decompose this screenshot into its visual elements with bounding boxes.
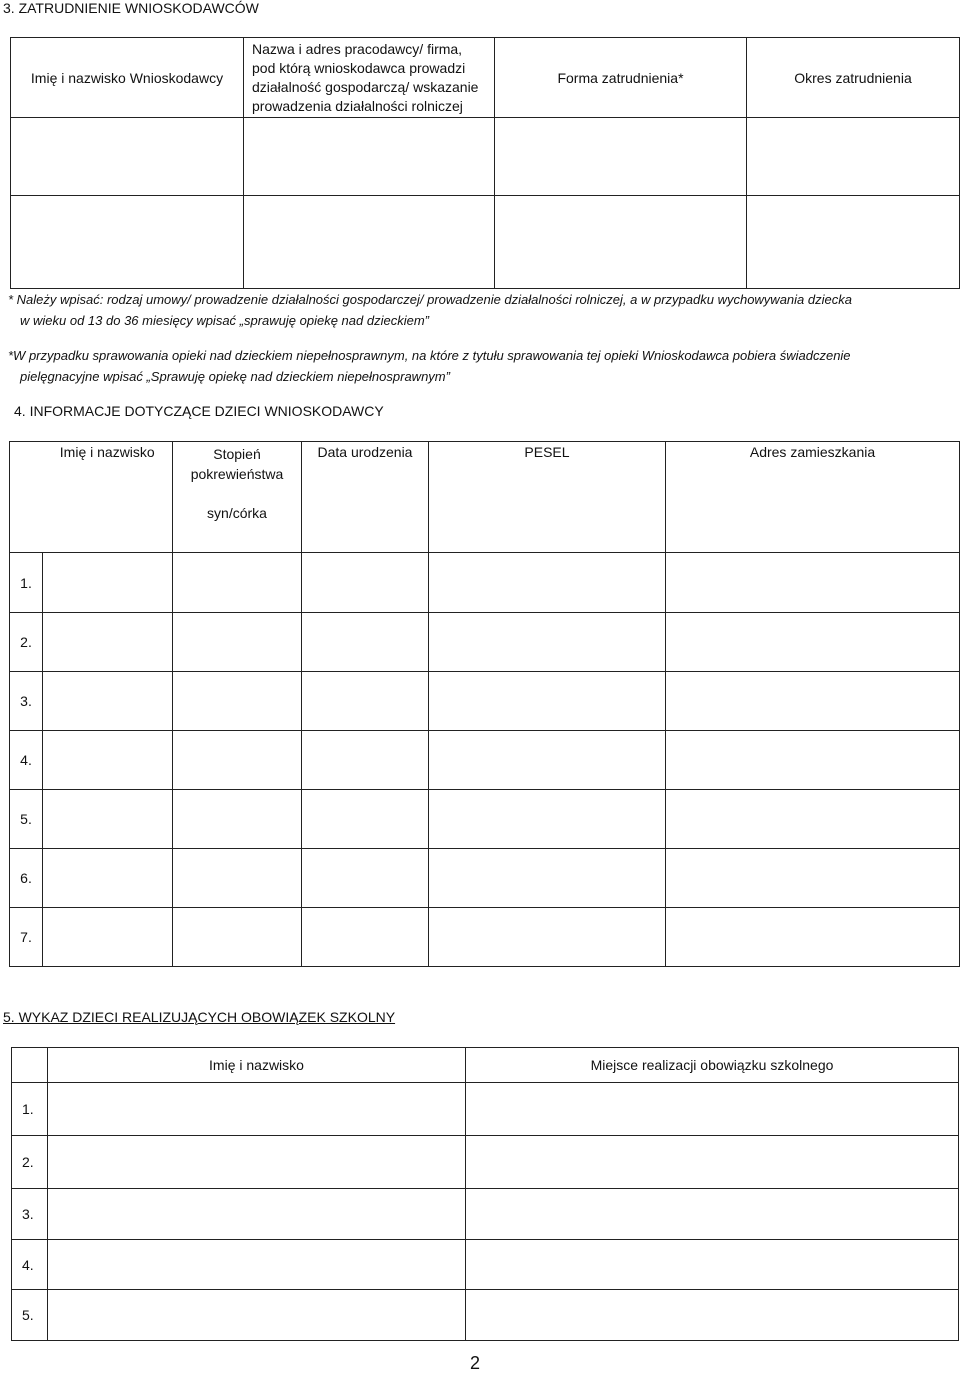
- child-birth-cell[interactable]: [302, 613, 429, 672]
- note2-line2: pielęgnacyjne wpisać „Sprawuję opiekę nad dzieckiem niepełnosprawnym”: [20, 369, 450, 384]
- child-relation-cell[interactable]: [173, 849, 302, 908]
- employment-col-applicant: Imię i nazwisko Wnioskodawcy: [11, 38, 244, 118]
- employment-col-employer: [244, 38, 495, 118]
- school-name-cell[interactable]: [48, 1083, 466, 1136]
- children-col-name: Imię i nazwisko: [43, 442, 173, 553]
- children-table: [9, 441, 960, 967]
- child-birth-cell[interactable]: [302, 908, 429, 967]
- child-relation-cell[interactable]: [173, 790, 302, 849]
- note-disabled-child: [8, 345, 958, 387]
- child-birth-cell[interactable]: [302, 731, 429, 790]
- children-col-pesel: PESEL: [429, 442, 666, 553]
- school-row: [12, 1083, 959, 1136]
- child-pesel-cell[interactable]: [429, 731, 666, 790]
- children-col-address: Adres zamieszkania: [666, 442, 960, 553]
- school-name-cell[interactable]: [48, 1136, 466, 1189]
- school-row-number: 3.: [12, 1189, 48, 1240]
- child-pesel-cell[interactable]: [429, 908, 666, 967]
- child-pesel-cell[interactable]: [429, 849, 666, 908]
- school-place-cell[interactable]: [466, 1083, 959, 1136]
- employment-cell[interactable]: [495, 196, 747, 289]
- employment-row-2: [11, 196, 960, 289]
- school-place-cell[interactable]: [466, 1240, 959, 1290]
- employer-line-4: prowadzenia działalności rolniczej: [252, 97, 463, 114]
- school-name-cell[interactable]: [48, 1189, 466, 1240]
- children-col-relation: [173, 442, 302, 553]
- child-address-cell[interactable]: [666, 553, 960, 613]
- children-col-birth: Data urodzenia: [302, 442, 429, 553]
- children-row-number: 4.: [10, 731, 43, 790]
- children-row-number: 1.: [10, 553, 43, 613]
- employment-cell[interactable]: [495, 118, 747, 196]
- relation-line-2: pokrewieństwa: [190, 466, 284, 482]
- child-name-cell[interactable]: [43, 672, 173, 731]
- school-col-place: Miejsce realizacji obowiązku szkolnego: [466, 1048, 959, 1083]
- section5-heading: 5. WYKAZ DZIECI REALIZUJĄCYCH OBOWIĄZEK SZKOLNY: [3, 1009, 396, 1025]
- child-pesel-cell[interactable]: [429, 613, 666, 672]
- school-col-name: Imię i nazwisko: [48, 1048, 466, 1083]
- child-address-cell[interactable]: [666, 672, 960, 731]
- school-row-number: 2.: [12, 1136, 48, 1189]
- child-relation-cell[interactable]: [173, 908, 302, 967]
- child-name-cell[interactable]: [43, 731, 173, 790]
- children-header-row: [10, 442, 960, 553]
- school-table: [11, 1047, 959, 1341]
- school-header-row: [12, 1048, 959, 1083]
- child-relation-cell[interactable]: [173, 672, 302, 731]
- school-name-cell[interactable]: [48, 1240, 466, 1290]
- school-row: [12, 1189, 959, 1240]
- children-row: [10, 908, 960, 967]
- note2-line1: *W przypadku sprawowania opieki nad dzieckiem niepełnosprawnym, na które z tytułu sprawowania tej opieki Wnioskodawca pobiera świadczenie: [8, 348, 851, 363]
- school-row: [12, 1290, 959, 1341]
- children-row-number: 7.: [10, 908, 43, 967]
- child-name-cell[interactable]: [43, 908, 173, 967]
- note-employment-form: [8, 289, 958, 331]
- school-place-cell[interactable]: [466, 1136, 959, 1189]
- employment-cell[interactable]: [11, 118, 244, 196]
- employment-header-row: [11, 38, 960, 118]
- child-address-cell[interactable]: [666, 613, 960, 672]
- page-number: 2: [470, 1353, 481, 1373]
- employment-cell[interactable]: [11, 196, 244, 289]
- child-birth-cell[interactable]: [302, 849, 429, 908]
- child-pesel-cell[interactable]: [429, 790, 666, 849]
- child-relation-cell[interactable]: [173, 731, 302, 790]
- employment-row-1: [11, 118, 960, 196]
- school-row-number: 4.: [12, 1240, 48, 1290]
- child-birth-cell[interactable]: [302, 553, 429, 613]
- employer-line-2: pod którą wnioskodawca prowadzi: [252, 59, 466, 76]
- child-pesel-cell[interactable]: [429, 553, 666, 613]
- children-row: [10, 553, 960, 613]
- school-row: [12, 1240, 959, 1290]
- children-row: [10, 672, 960, 731]
- school-place-cell[interactable]: [466, 1290, 959, 1341]
- employment-col-form: Forma zatrudnienia*: [495, 38, 747, 118]
- child-address-cell[interactable]: [666, 849, 960, 908]
- relation-line-1: Stopień: [213, 446, 261, 462]
- section3-heading: 3. ZATRUDNIENIE WNIOSKODAWCÓW: [3, 0, 259, 16]
- child-address-cell[interactable]: [666, 790, 960, 849]
- child-address-cell[interactable]: [666, 908, 960, 967]
- employment-cell[interactable]: [747, 196, 960, 289]
- employment-table: [10, 37, 960, 289]
- child-name-cell[interactable]: [43, 613, 173, 672]
- employment-cell[interactable]: [244, 196, 495, 289]
- child-address-cell[interactable]: [666, 731, 960, 790]
- employer-line-3: działalność gospodarczą/ wskazanie: [252, 78, 479, 95]
- child-name-cell[interactable]: [43, 790, 173, 849]
- child-name-cell[interactable]: [43, 849, 173, 908]
- child-relation-cell[interactable]: [173, 553, 302, 613]
- children-row: [10, 849, 960, 908]
- children-row: [10, 613, 960, 672]
- children-row: [10, 790, 960, 849]
- child-birth-cell[interactable]: [302, 672, 429, 731]
- children-row-number: 5.: [10, 790, 43, 849]
- employment-col-period: Okres zatrudnienia: [747, 38, 960, 118]
- school-row: [12, 1136, 959, 1189]
- children-row-number: 6.: [10, 849, 43, 908]
- school-name-cell[interactable]: [48, 1290, 466, 1341]
- children-row-number: 3.: [10, 672, 43, 731]
- employer-line-1: Nazwa i adres pracodawcy/ firma,: [252, 40, 463, 57]
- child-pesel-cell[interactable]: [429, 672, 666, 731]
- child-name-cell[interactable]: [43, 553, 173, 613]
- school-place-cell[interactable]: [466, 1189, 959, 1240]
- note1-line1: * Należy wpisać: rodzaj umowy/ prowadzenie działalności gospodarczej/ prowadzenie działalności rolniczej, a w przypadku wychowywania dziecka: [8, 292, 852, 307]
- child-relation-cell[interactable]: [173, 613, 302, 672]
- relation-line-3: syn/córka: [207, 505, 267, 521]
- children-row-number: 2.: [10, 613, 43, 672]
- children-row: [10, 731, 960, 790]
- school-row-number: 5.: [12, 1290, 48, 1341]
- employment-cell[interactable]: [747, 118, 960, 196]
- school-row-number: 1.: [12, 1083, 48, 1136]
- employment-cell[interactable]: [244, 118, 495, 196]
- note1-line2: w wieku od 13 do 36 miesięcy wpisać „sprawuję opiekę nad dzieckiem”: [20, 313, 429, 328]
- section4-heading: 4. INFORMACJE DOTYCZĄCE DZIECI WNIOSKODAWCY: [14, 403, 384, 419]
- child-birth-cell[interactable]: [302, 790, 429, 849]
